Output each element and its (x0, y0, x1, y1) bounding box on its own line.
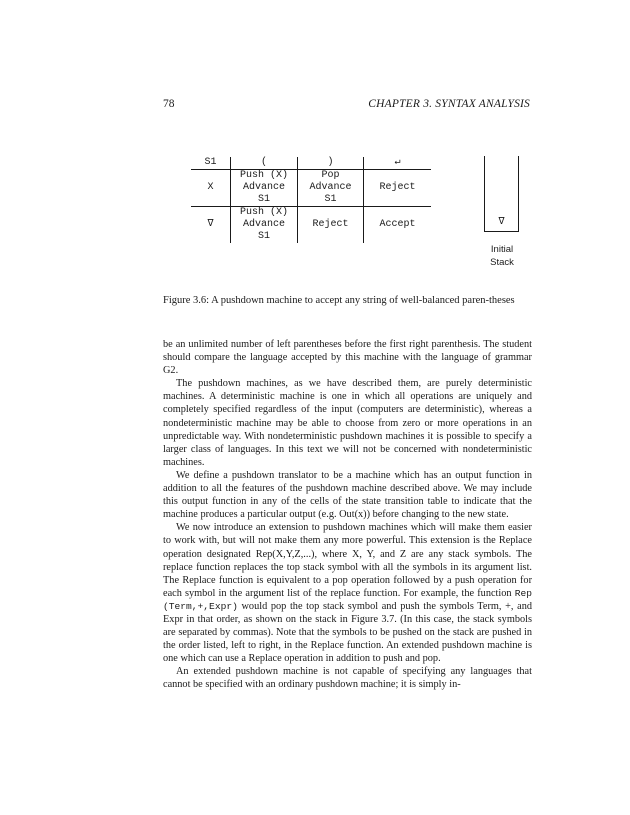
body-text (163, 338, 532, 692)
table-cell: Pop Advance S1 (309, 170, 352, 205)
table-cell: Accept (379, 219, 416, 230)
table-cell: Reject (379, 182, 416, 193)
paragraph: We define a pushdown translator to be a machine which has an output function in addition to all the features of the pushdown machine described above. We may include this output function in any of the cells of the state transition table to indicate that the machine produces a particular output (e.g. Out(x)) before changing to the new state. (163, 469, 532, 521)
paragraph: The pushdown machines, as we have described them, are purely deterministic machines. A deterministic machine is one in which all operations are uniquely and completely specified regardless of the input (computers are deterministic), whereas a nondeterministic machine may be able to choose from zero or more operations in an unpredictable way. With nondeterministic pushdown machines it is possible to specify a larger class of languages. In this text we will not be concerned with nondeterministic machines. (163, 378, 532, 468)
state-label: S1 (204, 157, 217, 168)
stack-label (470, 243, 534, 269)
paragraph: An extended pushdown machine is not capable of specifying any languages that cannot be specified with an ordinary pushdown machine; it is simply in- (163, 666, 532, 691)
stack-bottom-symbol: ∇ (498, 217, 505, 228)
table-cell: Push (X) Advance S1 (239, 207, 288, 242)
paragraph-text: We now introduce an extension to pushdown machines which will make them easier to work with, but will not make them any more powerful. This extension is the Replace operation designated Rep(X,Y,Z,...), where X, Y, and Z are any stack symbols. The replace function replaces the top stack symbol with all the symbols in its argument list. The Replace function is equivalent to a pop operation followed by a push operation for each symbol in the argument list of the replace function. For example, the function (163, 522, 532, 599)
stack-label-line: Stack (490, 257, 514, 268)
table-cell: Reject (312, 219, 349, 230)
paragraph (163, 521, 532, 665)
stack-floor (484, 231, 519, 232)
running-head: CHAPTER 3. SYNTAX ANALYSIS (368, 98, 530, 110)
code-inline: Rep (Term,+,Expr) (163, 587, 532, 612)
stack-label-line: Initial (490, 244, 514, 255)
paragraph: be an unlimited number of left parentheses before the first right parenthesis. The student should compare the language accepted by this machine with the language of grammar G2. (163, 339, 532, 377)
state-transition-table (191, 157, 431, 243)
row-symbol: ∇ (207, 219, 214, 230)
page-number: 78 (163, 98, 175, 110)
row-symbol: X (207, 182, 214, 193)
table-cell: Push (X) Advance S1 (239, 170, 288, 205)
figure-caption: Figure 3.6: A pushdown machine to accept any string of well-balanced paren-theses (163, 295, 515, 306)
table-row-rule (191, 206, 431, 207)
paragraph-text: would pop the top stack symbol and push the symbols Term, +, and Expr in that order, as shown on the stack in Figure 3.7. (In this case, the stack symbols are separated by commas). Note that the symbols to be pushed on the stack are pushed in the order listed, left to right, in the Replace function. An extended pushdown machine is one which can use a Replace operation in addition to push and pop. (163, 600, 532, 665)
column-header: ) (327, 157, 334, 168)
column-header: ↵ (394, 157, 401, 168)
column-header: ( (260, 157, 267, 168)
